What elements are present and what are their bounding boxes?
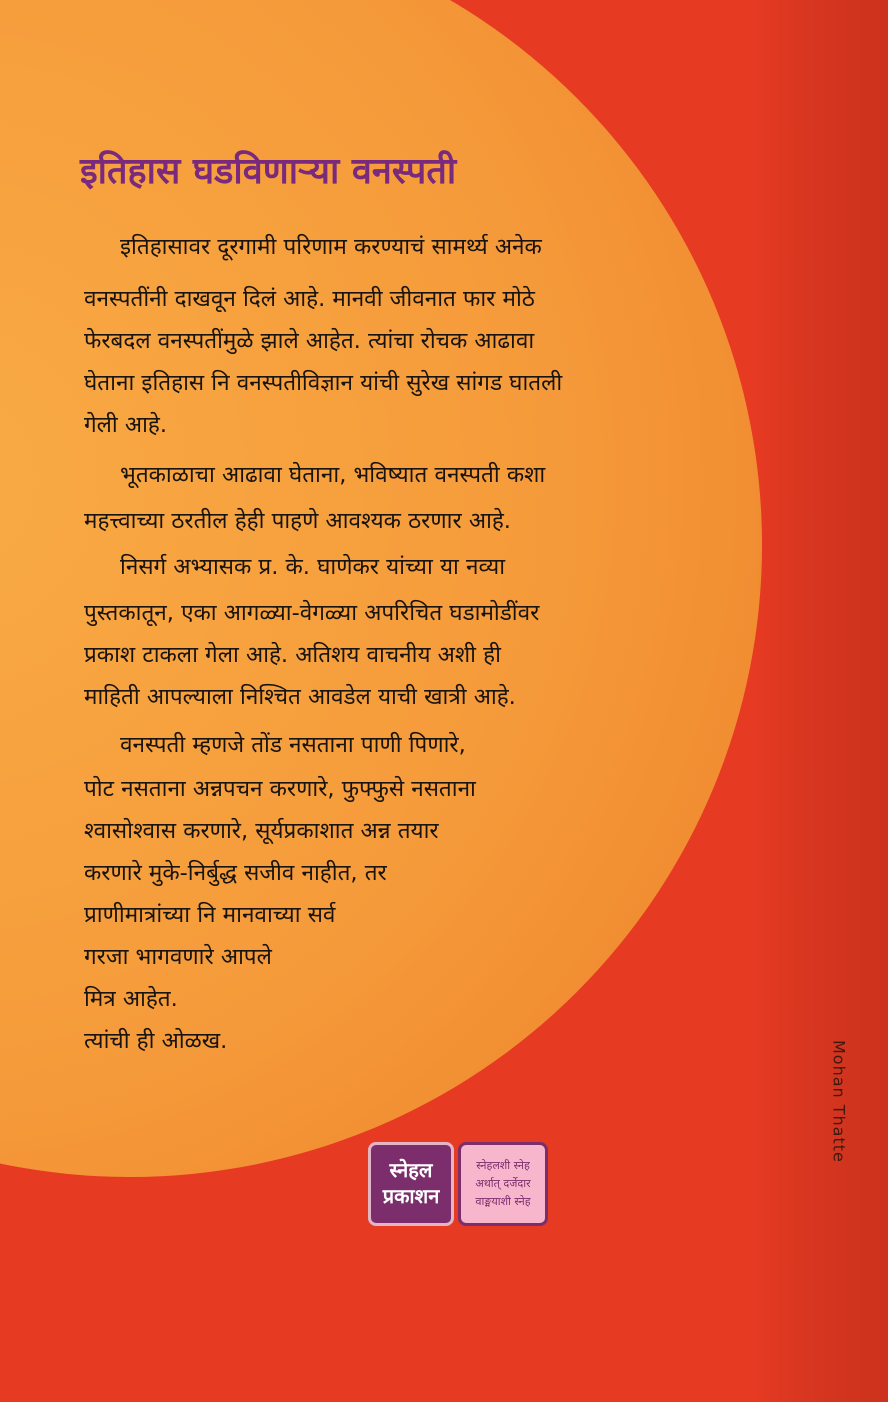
blurb-line: श्वासोश्वास करणारे, सूर्यप्रकाशात अन्न तयार [84,818,439,844]
blurb-line: गरजा भागवणारे आपले [84,944,272,970]
blurb-line: भूतकाळाचा आढावा घेताना, भविष्यात वनस्पती कशा [120,462,546,488]
blurb-line: गेली आहे. [84,412,167,438]
publisher-tagline-2: अर्थात् दर्जेदार [475,1177,531,1190]
blurb-line: निसर्ग अभ्यासक प्र. के. घाणेकर यांच्या या नव्या [120,554,506,580]
cover-artist-name: Mohan Thatte [829,1040,849,1163]
blurb-line: पुस्तकातून, एका आगळ्या-वेगळ्या अपरिचित घडामोडींवर [84,600,540,626]
blurb-line: वनस्पतींनी दाखवून दिलं आहे. मानवी जीवनात फार मोठे [84,286,535,312]
cover-artist-credit [828,1040,850,1190]
blurb-line: प्राणीमात्रांच्या नि मानवाच्या सर्व [84,902,336,928]
blurb-line: मित्र आहेत. [84,986,178,1012]
blurb-line: त्यांची ही ओळख. [84,1028,228,1054]
blurb-line: इतिहासावर दूरगामी परिणाम करण्याचं सामर्थ्य अनेक [120,234,542,260]
blurb-line: माहिती आपल्याला निश्चित आवडेल याची खात्री आहे. [84,684,516,710]
blurb-line: घेताना इतिहास नि वनस्पतीविज्ञान यांची सुरेख सांगड घातली [84,370,563,396]
publisher-tagline-1: स्नेहलशी स्नेह [476,1159,530,1172]
blurb-line: पोट नसताना अन्नपचन करणारे, फुफ्फुसे नसताना [84,776,476,802]
publisher-logo [368,1142,548,1226]
publisher-tagline-block [458,1142,548,1226]
blurb-line: वनस्पती म्हणजे तोंड नसताना पाणी पिणारे, [120,732,466,758]
book-title: इतिहास घडविणाऱ्या वनस्पती [80,151,457,192]
blurb-line: करणारे मुके-निर्बुद्ध सजीव नाहीत, तर [84,860,387,886]
publisher-name-block [368,1142,454,1226]
blurb-line: महत्त्वाच्या ठरतील हेही पाहणे आवश्यक ठरणार आहे. [84,508,511,534]
blurb-line: फेरबदल वनस्पतींमुळे झाले आहेत. त्यांचा रोचक आढावा [84,328,535,354]
publisher-tagline-3: वाङ्मयाशी स्नेह [475,1195,531,1208]
blurb-line: प्रकाश टाकला गेला आहे. अतिशय वाचनीय अशी ही [84,642,501,668]
publisher-name-line1: स्नेहल [389,1158,433,1182]
publisher-name-line2: प्रकाशन [382,1184,440,1208]
